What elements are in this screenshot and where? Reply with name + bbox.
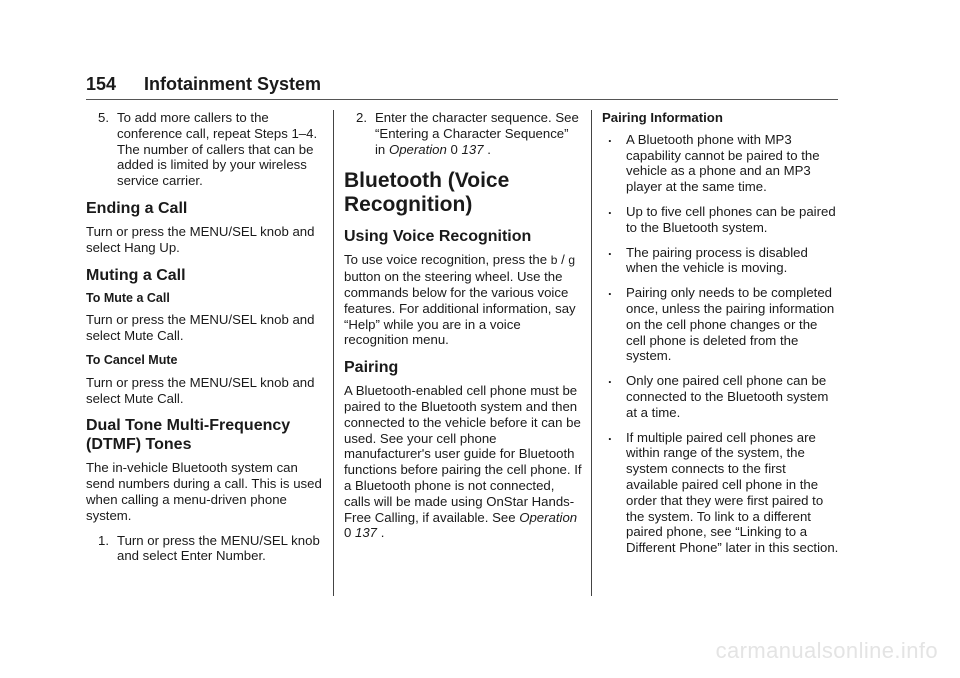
bullet-icon: . bbox=[608, 371, 612, 387]
icon-separator: / bbox=[557, 252, 569, 268]
voice-text-a: To use voice recognition, press the bbox=[344, 252, 548, 268]
page-ref-arrow-icon: 0 bbox=[450, 141, 458, 157]
voice-recognition-text bbox=[344, 252, 582, 348]
sentence-end: . bbox=[483, 141, 491, 157]
list-item-text: If multiple paired cell phones are within range of the system, the system connects to the first available paired cell phone in the order that they were first paired to the system. To link to a different paired phone, see “Linking to a Different Phone” later in this section. bbox=[626, 429, 839, 556]
heading-dtmf-tones: Dual Tone Multi-Frequency (DTMF) Tones bbox=[86, 417, 291, 454]
heading-bluetooth-voice-recognition: Bluetooth (Voice Recognition) bbox=[344, 169, 510, 217]
step-2 bbox=[344, 110, 582, 157]
column-3 bbox=[602, 110, 840, 565]
bullet-icon: . bbox=[608, 129, 612, 145]
list-item bbox=[602, 373, 840, 420]
sentence-end: . bbox=[377, 525, 385, 541]
bullet-icon: . bbox=[608, 242, 612, 258]
page-ref-number[interactable]: 137 bbox=[355, 525, 378, 541]
step-number: 5. bbox=[98, 110, 109, 125]
column-1 bbox=[86, 110, 324, 573]
step-text: Turn or press the MENU/SEL knob and select Enter Number. bbox=[117, 532, 320, 564]
ending-call-text: Turn or press the MENU/SEL knob and select Hang Up. bbox=[86, 223, 315, 255]
voice-text-b: button on the steering wheel. Use the commands below for the various voice features. For additional information, say “Help” while you are in a voice recognition menu. bbox=[344, 269, 576, 348]
bullet-icon: . bbox=[608, 427, 612, 443]
list-item-text: Up to five cell phones can be paired to the Bluetooth system. bbox=[626, 203, 836, 235]
heading-using-voice-recognition: Using Voice Recognition bbox=[344, 228, 532, 246]
page-ref-number[interactable]: 137 bbox=[461, 141, 484, 157]
page-ref-arrow-icon: 0 bbox=[344, 525, 352, 541]
heading-muting-a-call: Muting a Call bbox=[86, 266, 186, 284]
list-item bbox=[602, 242, 840, 277]
list-item-text: A Bluetooth phone with MP3 capability cannot be paired to the vehicle as a phone and an MP3 player at the same time. bbox=[626, 131, 820, 195]
subheading-to-cancel-mute: To Cancel Mute bbox=[86, 352, 178, 367]
list-item-text: Pairing only needs to be completed once, unless the pairing information on the cell phone changes or the cell phone is deleted from the system. bbox=[626, 285, 835, 364]
list-item-text: Only one paired cell phone can be connected to the Bluetooth system at a time. bbox=[626, 373, 829, 420]
heading-ending-a-call: Ending a Call bbox=[86, 199, 188, 217]
page-header bbox=[86, 74, 838, 100]
step-5 bbox=[86, 110, 324, 189]
step-number: 2. bbox=[356, 110, 367, 125]
list-item bbox=[602, 285, 840, 364]
pairing-body: A Bluetooth-enabled cell phone must be paired to the Bluetooth system and then connected to the vehicle before it can be used. See your cell phone manufacturer's user guide for Bluetooth functions before pairing the cell phone. If a Bluetooth phone is not connected, calls will be made using OnStar Hands-Free Calling, if available. See bbox=[344, 383, 582, 525]
subheading-to-mute-a-call: To Mute a Call bbox=[86, 290, 170, 305]
bullet-icon: . bbox=[608, 201, 612, 217]
voice-button-icon: g bbox=[568, 253, 576, 268]
operation-link[interactable]: Operation bbox=[519, 509, 578, 525]
cancel-mute-text: Turn or press the MENU/SEL knob and select Mute Call. bbox=[86, 374, 315, 406]
list-item bbox=[602, 129, 840, 195]
column-divider-1 bbox=[333, 110, 334, 596]
operation-link[interactable]: Operation bbox=[388, 141, 447, 157]
step-1 bbox=[86, 533, 324, 565]
header-divider bbox=[86, 99, 838, 100]
bullet-icon: . bbox=[608, 283, 612, 299]
list-item bbox=[602, 427, 840, 556]
push-to-talk-icon: b bbox=[550, 253, 558, 268]
pairing-text bbox=[344, 383, 582, 541]
dtmf-text: The in-vehicle Bluetooth system can send numbers during a call. This is used when calling a menu-driven phone system. bbox=[86, 460, 322, 523]
list-item bbox=[602, 201, 840, 236]
heading-pairing: Pairing bbox=[344, 359, 399, 377]
watermark: carmanualsonline.info bbox=[715, 638, 938, 663]
column-divider-2 bbox=[591, 110, 592, 596]
heading-pairing-information: Pairing Information bbox=[602, 110, 723, 125]
column-2 bbox=[344, 110, 582, 550]
section-title: Infotainment System bbox=[144, 74, 322, 94]
step-number: 1. bbox=[98, 532, 109, 548]
list-item-text: The pairing process is disabled when the vehicle is moving. bbox=[626, 244, 808, 276]
page-number: 154 bbox=[86, 74, 117, 94]
mute-call-text: Turn or press the MENU/SEL knob and select Mute Call. bbox=[86, 312, 315, 344]
step-text: Enter the character sequence. See “Entering a Character Sequence” in bbox=[375, 110, 579, 157]
step-text: To add more callers to the conference call, repeat Steps 1–4. The number of callers that can be added is limited by your wireless service carrier. bbox=[117, 110, 318, 189]
